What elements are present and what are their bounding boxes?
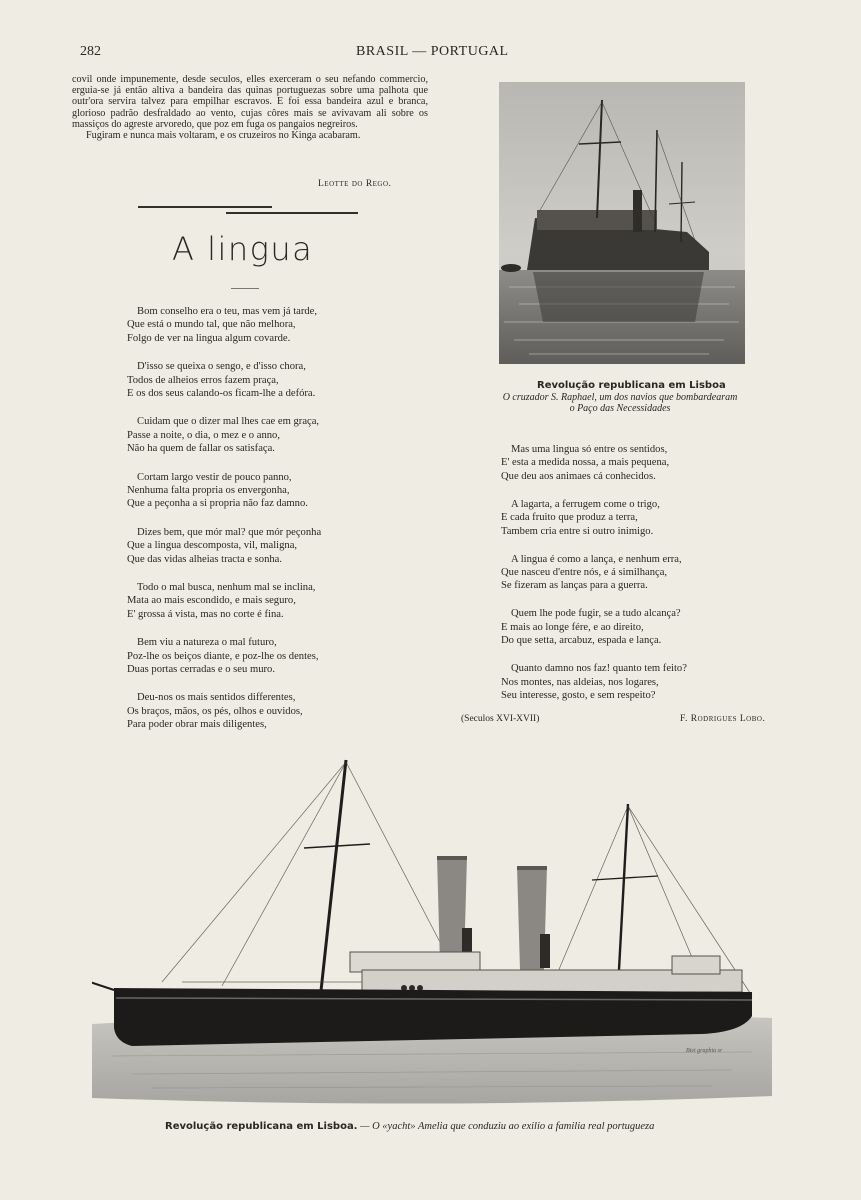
page-number: 282: [80, 44, 101, 59]
poem-line: Poz-lhe os beiços diante, e poz-lhe os dentes,: [127, 650, 319, 662]
poem-line: Os braços, mãos, os pés, olhos e ouvidos,: [127, 705, 303, 717]
decorative-rule: [226, 212, 358, 214]
poem-line: Bom conselho era o teu, mas vem já tarde,: [137, 306, 318, 317]
poem-stanza: [127, 471, 308, 511]
poem-line: Tambem cria entre si outro inimigo.: [501, 525, 654, 537]
poem-stanza: [501, 498, 660, 538]
poem-line: Não ha quem de fallar os satisfaça.: [127, 443, 275, 455]
poem-line: E os dos seus calando-os ficam-lhe a defóra.: [127, 388, 316, 399]
poem-line: Deu-nos os mais sentidos differentes,: [137, 692, 296, 704]
poem-title: A lingua: [172, 230, 314, 268]
poem-source: (Seculos XVI-XVII): [461, 714, 540, 724]
poem-line: D'isso se queixa o sengo, e d'isso chora,: [137, 361, 306, 373]
poem-line: Duas portas cerradas e o seu muro.: [127, 664, 275, 675]
poem-line: Se fizeram as lanças para a guerra.: [501, 580, 648, 592]
cruiser-photo: [499, 82, 745, 364]
decorative-rule: [138, 206, 272, 208]
prose-paragraph: covil onde impunemente, desde seculos, elles exerceram o seu nefando commercio, erguia-se já então altiva a bandeira das quinas portuguezas sobre uma palhota que outr'ora servira talvez para empilhar escravos. E foi essa bandeira azul e branca, glorioso padrão desfraldado ao vento, cujas côres mais se avivavam ali sobre os massiços do agreste arvoredo, que poz em fuga os pangaios negreiros.: [72, 74, 428, 130]
yacht-photo: [92, 756, 772, 1110]
poem-line: Passe a noite, o dia, o mez e o anno,: [127, 429, 280, 441]
poem-line: Mas uma lingua só entre os sentidos,: [511, 444, 668, 455]
poem-line: Todos de alheios erros fazem praça,: [127, 374, 279, 386]
yacht-caption-text: — O «yacht» Amelia que conduziu ao exilio a familia real portugueza: [360, 1121, 655, 1132]
prose-paragraph: Fugiram e nunca mais voltaram, e os cruzeiros no Kinga acabaram.: [86, 130, 361, 142]
poem-line: Que das vidas alheias tracta e sonha.: [127, 553, 283, 565]
cruiser-caption-line: O cruzador S. Raphael, um dos navios que bombardearam: [502, 392, 738, 403]
poem-stanza: [127, 581, 315, 621]
poem-line: Que está o mundo tal, que não melhora,: [127, 319, 296, 331]
poem-stanza: [127, 305, 317, 345]
poem-line: Bem viu a natureza o mal futuro,: [137, 637, 277, 649]
poem-line: Para poder obrar mais diligentes,: [127, 719, 267, 731]
poem-line: E mais ao longe fére, e ao direito,: [501, 621, 644, 633]
poem-stanza: [127, 360, 315, 400]
poem-line: Quem lhe pode fugir, se a tudo alcança?: [511, 608, 681, 620]
prose-article: [72, 74, 428, 141]
poem-line: Que a peçonha a si propria não faz damno.: [127, 498, 308, 510]
poem-line: E cada fruito que produz a terra,: [501, 512, 638, 524]
poem-line: E' grossa á vista, mas no corte é fina.: [127, 608, 284, 620]
poem-stanza: [127, 691, 303, 731]
poem-line: A lingua é como a lança, e nenhum erra,: [511, 553, 682, 565]
poem-line: Cuidam que o dizer mal lhes cae em graça,: [137, 416, 320, 428]
poem-line: Quanto damno nos faz! quanto tem feito?: [511, 663, 687, 675]
poem-line: Folgo de ver na lingua algum covarde.: [127, 332, 291, 344]
poem-line: Dizes bem, que mór mal? que mór peçonha: [137, 526, 322, 538]
poem-line: Mata ao mais escondido, e mais seguro,: [127, 595, 296, 607]
poem-line: Que deu aos animaes cá conhecidos.: [501, 470, 656, 482]
poem-line: E' esta a medida nossa, a mais pequena,: [501, 457, 670, 469]
poem-line: A lagarta, a ferrugem come o trigo,: [511, 498, 660, 510]
cruiser-caption-title: Revolução republicana em Lisboa: [537, 380, 726, 391]
poem-line: Que a lingua descomposta, vil, maligna,: [127, 540, 298, 552]
poem-stanza: [127, 636, 319, 676]
poem-stanza: [501, 553, 682, 593]
poem-line: Seu interesse, gosto, e sem respeito?: [501, 690, 656, 701]
poem-line: Nos montes, nas aldeias, nos logares,: [501, 676, 659, 688]
poem-line: Todo o mal busca, nenhum mal se inclina,: [137, 582, 316, 593]
yacht-caption: [165, 1121, 654, 1132]
yacht-caption-title: Revolução republicana em Lisboa.: [165, 1121, 358, 1132]
poem-line: Nenhuma falta propria os envergonha,: [127, 485, 290, 496]
running-title: BRASIL — PORTUGAL: [356, 44, 509, 59]
poem-line: Que nasceu d'entre nós, e á similhança,: [501, 567, 668, 578]
poem-line: Do que setta, arcabuz, espada e lança.: [501, 635, 662, 647]
poem-line: Cortam largo vestir de pouco panno,: [137, 471, 292, 483]
poem-stanza: [501, 662, 687, 702]
poem-stanza: [127, 415, 319, 455]
poem-stanza: [501, 443, 669, 483]
engraver-signature: Biet graphia sr: [686, 1048, 723, 1054]
poem-stanza: [127, 526, 321, 566]
cruiser-caption-line: o Paço das Necessidades: [569, 403, 671, 414]
poem-author: F. Rodrigues Lobo.: [680, 714, 766, 724]
poem-stanza: [501, 607, 681, 647]
prose-author: Leotte do Rego.: [318, 179, 392, 189]
title-divider: [231, 288, 259, 289]
